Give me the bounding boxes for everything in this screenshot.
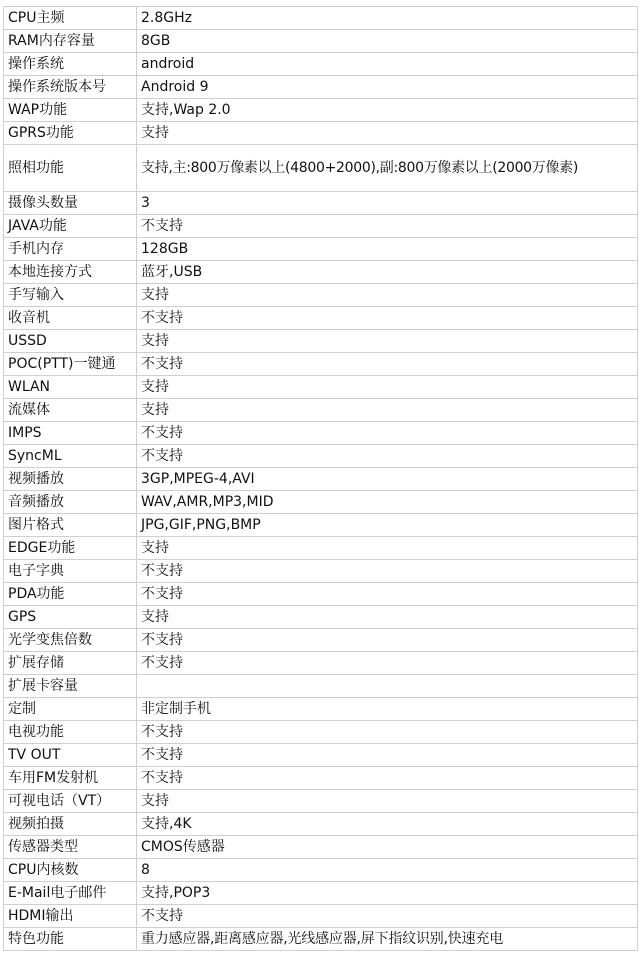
spec-value: 8GB [137, 30, 638, 53]
spec-row [4, 744, 638, 767]
spec-value: WAV,AMR,MP3,MID [137, 491, 638, 514]
spec-value: 2.8GHz [137, 7, 638, 30]
spec-row [4, 122, 638, 145]
spec-value: 不支持 [137, 445, 638, 468]
spec-label: EDGE功能 [4, 537, 137, 560]
spec-value: 不支持 [137, 652, 638, 675]
spec-value: 不支持 [137, 422, 638, 445]
spec-row [4, 813, 638, 836]
spec-label: 定制 [4, 698, 137, 721]
spec-row [4, 882, 638, 905]
spec-table [3, 6, 638, 951]
spec-label: 音频播放 [4, 491, 137, 514]
spec-label: 视频拍摄 [4, 813, 137, 836]
spec-value: 支持 [137, 606, 638, 629]
spec-label: 扩展存储 [4, 652, 137, 675]
spec-label: RAM内存容量 [4, 30, 137, 53]
spec-label: 电视功能 [4, 721, 137, 744]
spec-value: 支持 [137, 330, 638, 353]
spec-label: TV OUT [4, 744, 137, 767]
spec-row [4, 905, 638, 928]
spec-label: 视频播放 [4, 468, 137, 491]
spec-label: IMPS [4, 422, 137, 445]
spec-label: 可视电话（VT） [4, 790, 137, 813]
spec-row [4, 491, 638, 514]
spec-row [4, 192, 638, 215]
spec-value: 支持,Wap 2.0 [137, 99, 638, 122]
spec-label: 光学变焦倍数 [4, 629, 137, 652]
spec-label: 手机内存 [4, 238, 137, 261]
spec-value: 支持 [137, 376, 638, 399]
spec-value: 不支持 [137, 767, 638, 790]
spec-label: PDA功能 [4, 583, 137, 606]
spec-label: 收音机 [4, 307, 137, 330]
spec-label: WLAN [4, 376, 137, 399]
spec-label: E-Mail电子邮件 [4, 882, 137, 905]
spec-row [4, 99, 638, 122]
spec-value: 8 [137, 859, 638, 882]
spec-row [4, 353, 638, 376]
spec-value: 支持 [137, 790, 638, 813]
spec-row [4, 514, 638, 537]
spec-label: HDMI输出 [4, 905, 137, 928]
spec-value: 支持,主:800万像素以上(4800+2000),副:800万像素以上(2000万像素) [137, 145, 638, 192]
spec-row [4, 30, 638, 53]
spec-value: Android 9 [137, 76, 638, 99]
spec-label: 照相功能 [4, 145, 137, 192]
spec-label: 扩展卡容量 [4, 675, 137, 698]
spec-label: 操作系统 [4, 53, 137, 76]
spec-label: 车用FM发射机 [4, 767, 137, 790]
spec-value [137, 675, 638, 698]
spec-row [4, 928, 638, 951]
spec-value: JPG,GIF,PNG,BMP [137, 514, 638, 537]
spec-value: CMOS传感器 [137, 836, 638, 859]
spec-value: 支持 [137, 399, 638, 422]
spec-value: 不支持 [137, 744, 638, 767]
spec-value: 不支持 [137, 629, 638, 652]
spec-row [4, 652, 638, 675]
spec-row [4, 399, 638, 422]
spec-row [4, 376, 638, 399]
spec-label: GPS [4, 606, 137, 629]
spec-row [4, 767, 638, 790]
spec-row [4, 238, 638, 261]
spec-row [4, 7, 638, 30]
spec-label: 操作系统版本号 [4, 76, 137, 99]
spec-value: 3 [137, 192, 638, 215]
spec-row [4, 836, 638, 859]
spec-row [4, 330, 638, 353]
spec-row [4, 859, 638, 882]
spec-value: 支持 [137, 122, 638, 145]
spec-label: 传感器类型 [4, 836, 137, 859]
spec-value: 不支持 [137, 721, 638, 744]
spec-row [4, 468, 638, 491]
spec-label: CPU主频 [4, 7, 137, 30]
spec-label: 手写输入 [4, 284, 137, 307]
spec-value: 重力感应器,距离感应器,光线感应器,屏下指纹识别,快速充电 [137, 928, 638, 951]
spec-label: 摄像头数量 [4, 192, 137, 215]
spec-label: CPU内核数 [4, 859, 137, 882]
spec-row [4, 284, 638, 307]
spec-table-body [4, 7, 638, 951]
spec-label: 电子字典 [4, 560, 137, 583]
spec-row [4, 76, 638, 99]
spec-value: 不支持 [137, 905, 638, 928]
spec-row [4, 53, 638, 76]
spec-value: 不支持 [137, 215, 638, 238]
spec-row [4, 215, 638, 238]
spec-row [4, 721, 638, 744]
spec-row [4, 629, 638, 652]
spec-value: 不支持 [137, 353, 638, 376]
spec-value: 非定制手机 [137, 698, 638, 721]
spec-label: JAVA功能 [4, 215, 137, 238]
spec-row [4, 698, 638, 721]
spec-value: android [137, 53, 638, 76]
spec-value: 3GP,MPEG-4,AVI [137, 468, 638, 491]
spec-value: 支持,4K [137, 813, 638, 836]
spec-row [4, 790, 638, 813]
spec-row [4, 606, 638, 629]
spec-row [4, 675, 638, 698]
spec-label: GPRS功能 [4, 122, 137, 145]
spec-label: POC(PTT)一键通 [4, 353, 137, 376]
spec-value: 不支持 [137, 583, 638, 606]
spec-row [4, 445, 638, 468]
spec-row [4, 261, 638, 284]
spec-value: 不支持 [137, 307, 638, 330]
spec-row [4, 560, 638, 583]
spec-value: 蓝牙,USB [137, 261, 638, 284]
spec-value: 128GB [137, 238, 638, 261]
spec-value: 支持 [137, 537, 638, 560]
spec-row [4, 307, 638, 330]
spec-row [4, 583, 638, 606]
spec-label: SyncML [4, 445, 137, 468]
spec-label: 图片格式 [4, 514, 137, 537]
spec-row [4, 145, 638, 192]
spec-row [4, 422, 638, 445]
spec-label: 本地连接方式 [4, 261, 137, 284]
spec-row [4, 537, 638, 560]
spec-label: 流媒体 [4, 399, 137, 422]
spec-label: 特色功能 [4, 928, 137, 951]
spec-value: 不支持 [137, 560, 638, 583]
spec-label: WAP功能 [4, 99, 137, 122]
spec-label: USSD [4, 330, 137, 353]
spec-value: 支持,POP3 [137, 882, 638, 905]
spec-value: 支持 [137, 284, 638, 307]
